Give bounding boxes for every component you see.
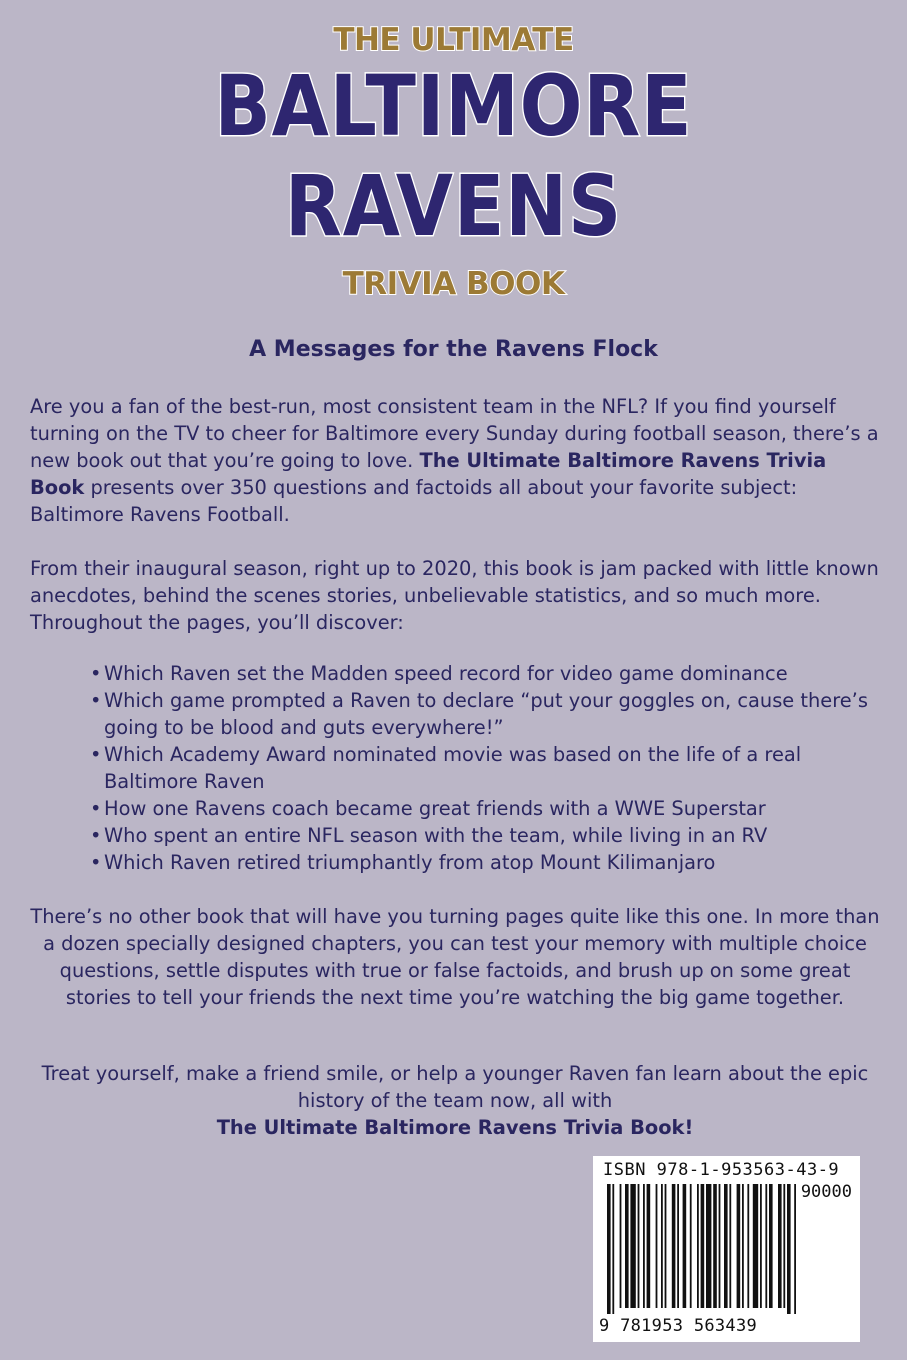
barcode-bar	[778, 1184, 782, 1308]
title-baltimore: BALTIMORE	[214, 57, 693, 155]
intro-paragraph	[30, 393, 880, 528]
barcode-bar	[643, 1184, 645, 1308]
barcode-bar	[677, 1184, 679, 1308]
list-item: • How one Ravens coach became great friends with a WWE Superstar	[90, 795, 880, 822]
closing-book-title: The Ultimate Baltimore Ravens Trivia Book!	[216, 1116, 694, 1139]
barcode-bar	[713, 1184, 717, 1308]
barcode-bar	[753, 1184, 758, 1308]
barcode-bar	[747, 1184, 749, 1308]
barcode-digits: 9 781953 563439	[599, 1316, 758, 1336]
list-item: • Which Academy Award nominated movie was based on the life of a real Baltimore Raven	[90, 741, 880, 795]
discover-paragraph: From their inaugural season, right up to 2020, this book is jam packed with little known anecdotes, behind the scenes stories, unbelievable statistics, and so much more. Throughout the pages, you’ll discover:	[30, 557, 879, 634]
list-item: • Which Raven retired triumphantly from atop Mount Kilimanjaro	[90, 849, 880, 876]
barcode-bar	[690, 1184, 692, 1308]
barcode-bar	[612, 1184, 614, 1314]
barcode-bar	[742, 1184, 744, 1308]
list-item: • Which Raven set the Madden speed record for video game dominance	[90, 660, 880, 687]
price-code: 90000	[800, 1182, 852, 1202]
title-the-ultimate: THE ULTIMATE	[333, 22, 574, 58]
discover-list	[90, 660, 880, 876]
barcode-bar	[787, 1184, 791, 1314]
barcode-bar	[630, 1184, 635, 1308]
barcode-bar	[607, 1184, 611, 1314]
closing-text: Treat yourself, make a friend smile, or help a younger Raven fan learn about the epic history of the team now, all with	[41, 1062, 869, 1112]
intro-text-a: Are you a fan of the best-run, most consistent team in the NFL? If you find yourself turning on the TV to cheer for Baltimore every Sunday during football season, there’s a new book out that you’re going to love.	[30, 395, 879, 472]
barcode-bar	[661, 1184, 663, 1308]
intro-text-b: presents over 350 questions and factoids all about your favorite subject: Baltimore Ravens Football.	[30, 476, 798, 526]
message-heading: A Messages for the Ravens Flock	[249, 337, 658, 362]
barcode-bar	[783, 1184, 785, 1308]
barcode-bar	[638, 1184, 640, 1308]
barcode-bar	[625, 1184, 629, 1308]
barcode-bar	[701, 1184, 705, 1308]
intro-book-title: The Ultimate Baltimore Ravens Trivia Book	[30, 449, 827, 499]
barcode-bar	[719, 1184, 721, 1308]
closing-paragraph	[30, 1060, 880, 1141]
isbn-barcode	[593, 1156, 860, 1342]
barcode-bar	[760, 1184, 762, 1308]
barcode-bars	[607, 1184, 847, 1314]
barcode-bar	[647, 1184, 651, 1308]
list-item: • Who spent an entire NFL season with the team, while living in an RV	[90, 822, 880, 849]
title-ravens: RAVENS	[284, 157, 623, 255]
barcode-bar	[794, 1184, 796, 1314]
barcode-bar	[737, 1184, 741, 1308]
barcode-bar	[683, 1184, 687, 1308]
barcode-bar	[765, 1184, 767, 1308]
barcode-bar	[729, 1184, 731, 1308]
barcode-bar	[724, 1184, 728, 1308]
barcode-bar	[620, 1184, 622, 1308]
barcode-bar	[656, 1184, 658, 1308]
isbn-number: ISBN 978-1-953563-43-9	[603, 1160, 840, 1180]
chapters-paragraph: There’s no other book that will have you turning pages quite like this one. In more than a dozen specially designed chapters, you can test your memory with multiple choice questions, settle disputes with true or false factoids, and brush up on some great stories to tell your friends the next time you’re watching the big game together.	[30, 905, 880, 1009]
barcode-bar	[665, 1184, 667, 1308]
list-item: • Which game prompted a Raven to declare “put your goggles on, cause there’s going to be blood and guts everywhere!”	[90, 687, 880, 741]
barcode-bar	[697, 1184, 699, 1308]
barcode-bar	[672, 1184, 676, 1308]
barcode-bar	[769, 1184, 773, 1308]
title-trivia-book: TRIVIA BOOK	[342, 266, 565, 302]
barcode-bar	[706, 1184, 711, 1308]
